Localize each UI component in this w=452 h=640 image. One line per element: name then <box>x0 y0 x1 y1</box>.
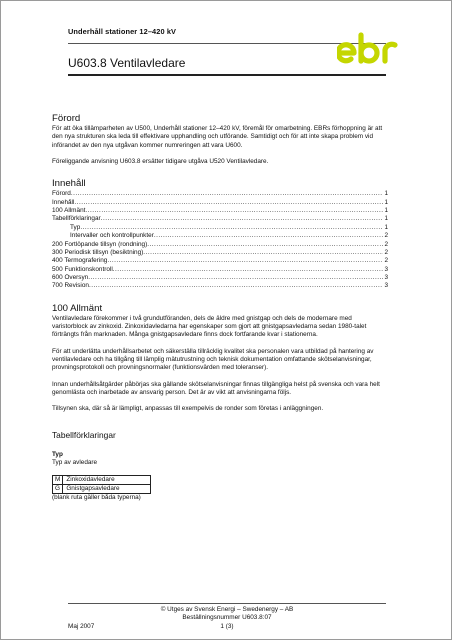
footer-page-number: 1 (3) <box>220 622 234 630</box>
toc-entry-title: 100 Allmänt <box>52 206 86 214</box>
table-explanation-heading: Tabellförklaringar <box>52 429 116 440</box>
toc-entry[interactable] <box>52 249 388 257</box>
document-title: U603.8 Ventilavledare <box>68 56 186 70</box>
toc-leader-dots <box>154 232 384 240</box>
toc-leader-dots <box>107 257 383 265</box>
general-paragraph: Tillsynen ska, där så är lämpligt, anpassas till exempelvis de ronder som företas i anläggningen. <box>52 405 324 413</box>
toc-leader-dots <box>147 241 383 249</box>
toc-leader-dots <box>80 224 383 232</box>
toc-entry-page: 1 <box>384 223 388 231</box>
type-table <box>52 475 151 494</box>
foreword-section <box>52 113 388 166</box>
foreword-heading: Förord <box>52 113 81 124</box>
toc-entry[interactable] <box>52 232 388 240</box>
general-paragraph: Ventilavledare förekommer i två grundutföranden, dels de äldre med gnistgap och dels de modernare med varistorblock av zinkoxid. Zinkoxidavledarna har egenskaper som gjort att gnistgapsavledarna sedan 1980-talet förträngts från marknaden. Många gnistgapsavledare finns dock fortfarande kvar i stationerna. <box>52 314 367 339</box>
toc-entry-page: 3 <box>384 274 388 282</box>
title-divider <box>68 74 386 76</box>
general-heading: 100 Allmänt <box>52 302 103 314</box>
toc-entry-title: Intervaller och kontrollpunkter <box>70 232 154 240</box>
toc-entry-page: 2 <box>384 232 388 240</box>
type-description: Typ av avledare <box>52 458 98 466</box>
toc-entry-title: 400 Termografering <box>52 257 108 265</box>
document-series: Underhåll stationer 12–420 kV <box>68 27 177 36</box>
toc-leader-dots <box>88 274 383 282</box>
toc-entry-page: 1 <box>384 215 388 223</box>
toc-leader-dots <box>85 207 383 215</box>
toc-heading: Innehåll <box>52 178 86 190</box>
footer-divider <box>68 603 386 604</box>
toc-leader-dots <box>101 215 384 223</box>
toc-entry-title: Tabellförklaringar <box>52 215 101 223</box>
toc-entry[interactable] <box>52 241 388 249</box>
toc-entry-page: 3 <box>384 282 388 290</box>
toc-leader-dots <box>74 199 383 207</box>
type-code: M <box>53 476 63 485</box>
foreword-paragraph: Föreliggande anvisning U603.8 ersätter tidigare utgåva U520 Ventilavledare. <box>52 157 269 165</box>
toc-leader-dots <box>89 282 383 290</box>
toc-entry[interactable] <box>52 190 388 198</box>
type-name: Gnistgapsavledare <box>63 485 151 494</box>
toc-entry-page: 2 <box>384 248 388 256</box>
toc-entry-page: 2 <box>384 257 388 265</box>
toc-entry-page: 3 <box>384 265 388 273</box>
general-paragraph: För att underlätta underhållsarbetet och säkerställa tillräcklig kvalitet ska personalen vara utbildad på hantering av ventilavledare och ha tillgång till lämplig mätutrustning och teknisk dokumentation omfattande skötselanvisningar, provningsprotokoll och provningsnormaler (funktionsvärden med toleranser). <box>52 347 374 372</box>
toc-entry-title: 300 Periodisk tillsyn (besiktning) <box>52 248 144 256</box>
type-name: Zinkoxidavledare <box>63 476 151 485</box>
toc-leader-dots <box>113 266 384 274</box>
table-explanation-section <box>52 430 388 503</box>
toc-entry-title: 700 Revision <box>52 282 89 290</box>
toc-entry-title: Innehåll <box>52 198 75 206</box>
footer-date: Maj 2007 <box>68 623 95 630</box>
toc-entry[interactable] <box>52 257 388 265</box>
type-code: G <box>53 485 63 494</box>
toc-entry-page: 1 <box>384 206 388 214</box>
table-row <box>53 485 151 494</box>
footer <box>68 606 386 631</box>
toc-section <box>52 178 388 291</box>
toc-entry[interactable] <box>52 274 388 282</box>
toc-entry-page: 2 <box>384 240 388 248</box>
document-body <box>52 113 388 502</box>
footer-copyright: © Utges av Svensk Energi – Swedenergy – AB <box>160 606 294 613</box>
toc-list <box>52 190 388 291</box>
toc-entry[interactable] <box>52 282 388 290</box>
general-paragraph: Innan underhållsåtgärder påbörjas ska gällande skötselanvisningar finnas tillgängliga helst på svenska och vara helt genomlästa och inarbetade av ansvarig person. Det är av vikt att anvisningarna följs. <box>52 380 380 396</box>
ebr-logo <box>337 31 399 65</box>
foreword-paragraph: För att öka tillämparheten av U500, Underhåll stationer 12–420 kV, föremål för omarbetning. EBRs förhoppning är att den nya strukturen ska leda till effektivare upphandling och utförande. Samtidigt och för att inte skapa problem vid införandet av den nya utgåvan kommer numreringen att vara U600. <box>52 125 383 149</box>
type-table-note: (blank ruta gäller båda typerna) <box>52 494 141 502</box>
table-row <box>53 476 151 485</box>
toc-entry[interactable] <box>52 199 388 207</box>
toc-entry[interactable] <box>52 207 388 215</box>
type-label: Typ <box>52 450 63 458</box>
toc-entry-title: 500 Funktionskontroll <box>52 265 113 273</box>
toc-entry-title: 600 Översyn <box>52 274 89 282</box>
toc-entry[interactable] <box>52 266 388 274</box>
toc-leader-dots <box>71 190 384 198</box>
toc-entry-title: Typ <box>70 223 81 231</box>
toc-entry[interactable] <box>52 215 388 223</box>
toc-leader-dots <box>143 249 383 257</box>
general-section <box>52 303 388 414</box>
toc-entry-title: Förord <box>52 190 71 198</box>
toc-entry-page: 1 <box>384 198 388 206</box>
toc-entry[interactable] <box>52 224 388 232</box>
toc-entry-page: 1 <box>384 190 388 198</box>
footer-order-number: Beställningsnummer U603.8:07 <box>182 614 272 622</box>
toc-entry-title: 200 Fortlöpande tillsyn (rondning) <box>52 240 148 248</box>
